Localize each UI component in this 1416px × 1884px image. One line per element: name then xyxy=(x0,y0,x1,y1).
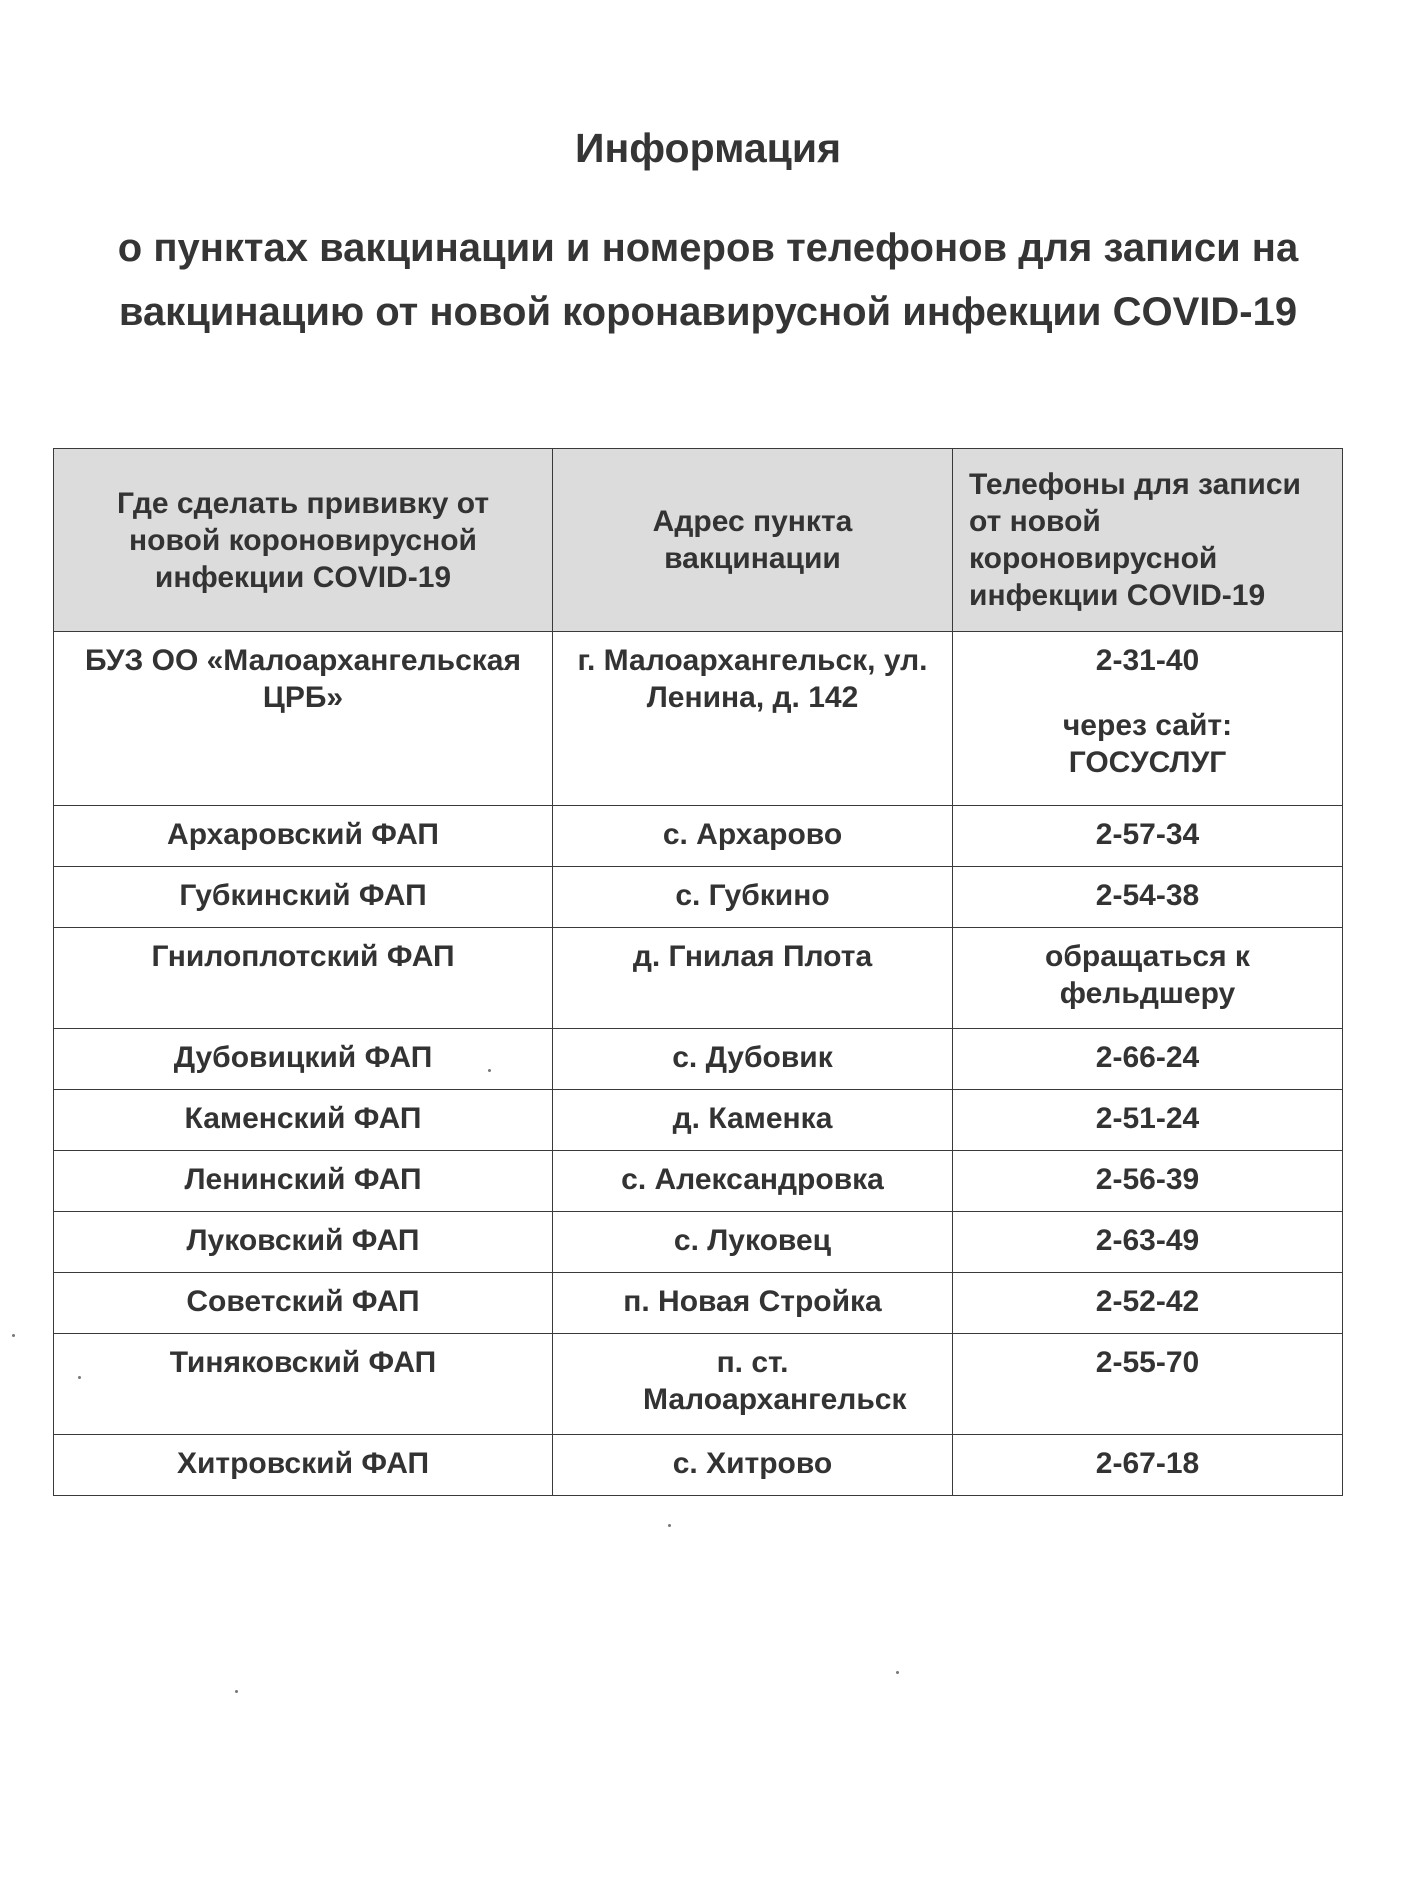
cell-place: БУЗ ОО «Малоархангельская ЦРБ» xyxy=(54,632,553,806)
table-row xyxy=(54,1029,1343,1090)
cell-place: Хитровский ФАП xyxy=(54,1435,553,1496)
subtitle-line-1: о пунктах вакцинации и номеров телефонов для записи на xyxy=(117,226,1299,270)
cell-address: с. Луковец xyxy=(553,1212,953,1273)
cell-address: д. Гнилая Плота xyxy=(553,928,953,1029)
cell-phone: 2-51-24 xyxy=(953,1090,1343,1151)
scan-speck xyxy=(235,1690,238,1693)
document-title: Информация xyxy=(574,125,842,171)
cell-place: Ленинский ФАП xyxy=(54,1151,553,1212)
scan-speck xyxy=(668,1524,671,1527)
vaccination-points-table xyxy=(53,448,1343,1496)
cell-address: д. Каменка xyxy=(553,1090,953,1151)
cell-place: Советский ФАП xyxy=(54,1273,553,1334)
table-row xyxy=(54,1151,1343,1212)
cell-phone: 2-67-18 xyxy=(953,1435,1343,1496)
cell-place: Луковский ФАП xyxy=(54,1212,553,1273)
cell-place: Тиняковский ФАП xyxy=(54,1334,553,1435)
cell-phone: 2-57-34 xyxy=(953,806,1343,867)
cell-address: с. Дубовик xyxy=(553,1029,953,1090)
cell-place: Архаровский ФАП xyxy=(54,806,553,867)
table-header-row xyxy=(54,449,1343,632)
table-row xyxy=(54,1212,1343,1273)
cell-address: п. ст. Малоархангельск xyxy=(553,1334,953,1435)
cell-phone: 2-55-70 xyxy=(953,1334,1343,1435)
scan-speck xyxy=(12,1334,15,1337)
subtitle-line-2: вакцинацию от новой коронавирусной инфекции COVID-19 xyxy=(118,290,1298,334)
scan-speck xyxy=(896,1671,899,1674)
cell-place: Каменский ФАП xyxy=(54,1090,553,1151)
phone-number: 2-31-40 xyxy=(1095,644,1200,677)
phone-note: через сайт: ГОСУСЛУГ xyxy=(1062,709,1233,779)
cell-address: с. Хитрово xyxy=(553,1435,953,1496)
cell-address: с. Губкино xyxy=(553,867,953,928)
cell-phone: 2-52-42 xyxy=(953,1273,1343,1334)
cell-phone: обращаться к фельдшеру xyxy=(953,928,1343,1029)
cell-place: Губкинский ФАП xyxy=(54,867,553,928)
table-row xyxy=(54,1435,1343,1496)
cell-place: Дубовицкий ФАП xyxy=(54,1029,553,1090)
cell-phone: 2-56-39 xyxy=(953,1151,1343,1212)
cell-phone: 2-63-49 xyxy=(953,1212,1343,1273)
table-row xyxy=(54,1334,1343,1435)
cell-address: с. Александровка xyxy=(553,1151,953,1212)
cell-address: г. Малоархангельск, ул. Ленина, д. 142 xyxy=(553,632,953,806)
cell-place: Гнилоплотский ФАП xyxy=(54,928,553,1029)
document-subtitle xyxy=(40,216,1376,344)
cell-phone: 2-66-24 xyxy=(953,1029,1343,1090)
cell-phone xyxy=(953,632,1343,806)
header-phone: Телефоны для записи от новой короновирусной инфекции COVID-19 xyxy=(953,449,1343,632)
header-place: Где сделать прививку от новой короновирусной инфекции COVID-19 xyxy=(54,449,553,632)
table-row xyxy=(54,806,1343,867)
table-row xyxy=(54,1090,1343,1151)
table-row xyxy=(54,1273,1343,1334)
table-row xyxy=(54,928,1343,1029)
header-address: Адрес пункта вакцинации xyxy=(553,449,953,632)
cell-phone: 2-54-38 xyxy=(953,867,1343,928)
cell-address: п. Новая Стройка xyxy=(553,1273,953,1334)
scan-speck xyxy=(488,1069,491,1072)
cell-address: с. Архарово xyxy=(553,806,953,867)
scan-speck xyxy=(78,1376,81,1379)
table-row xyxy=(54,867,1343,928)
table-row xyxy=(54,632,1343,806)
